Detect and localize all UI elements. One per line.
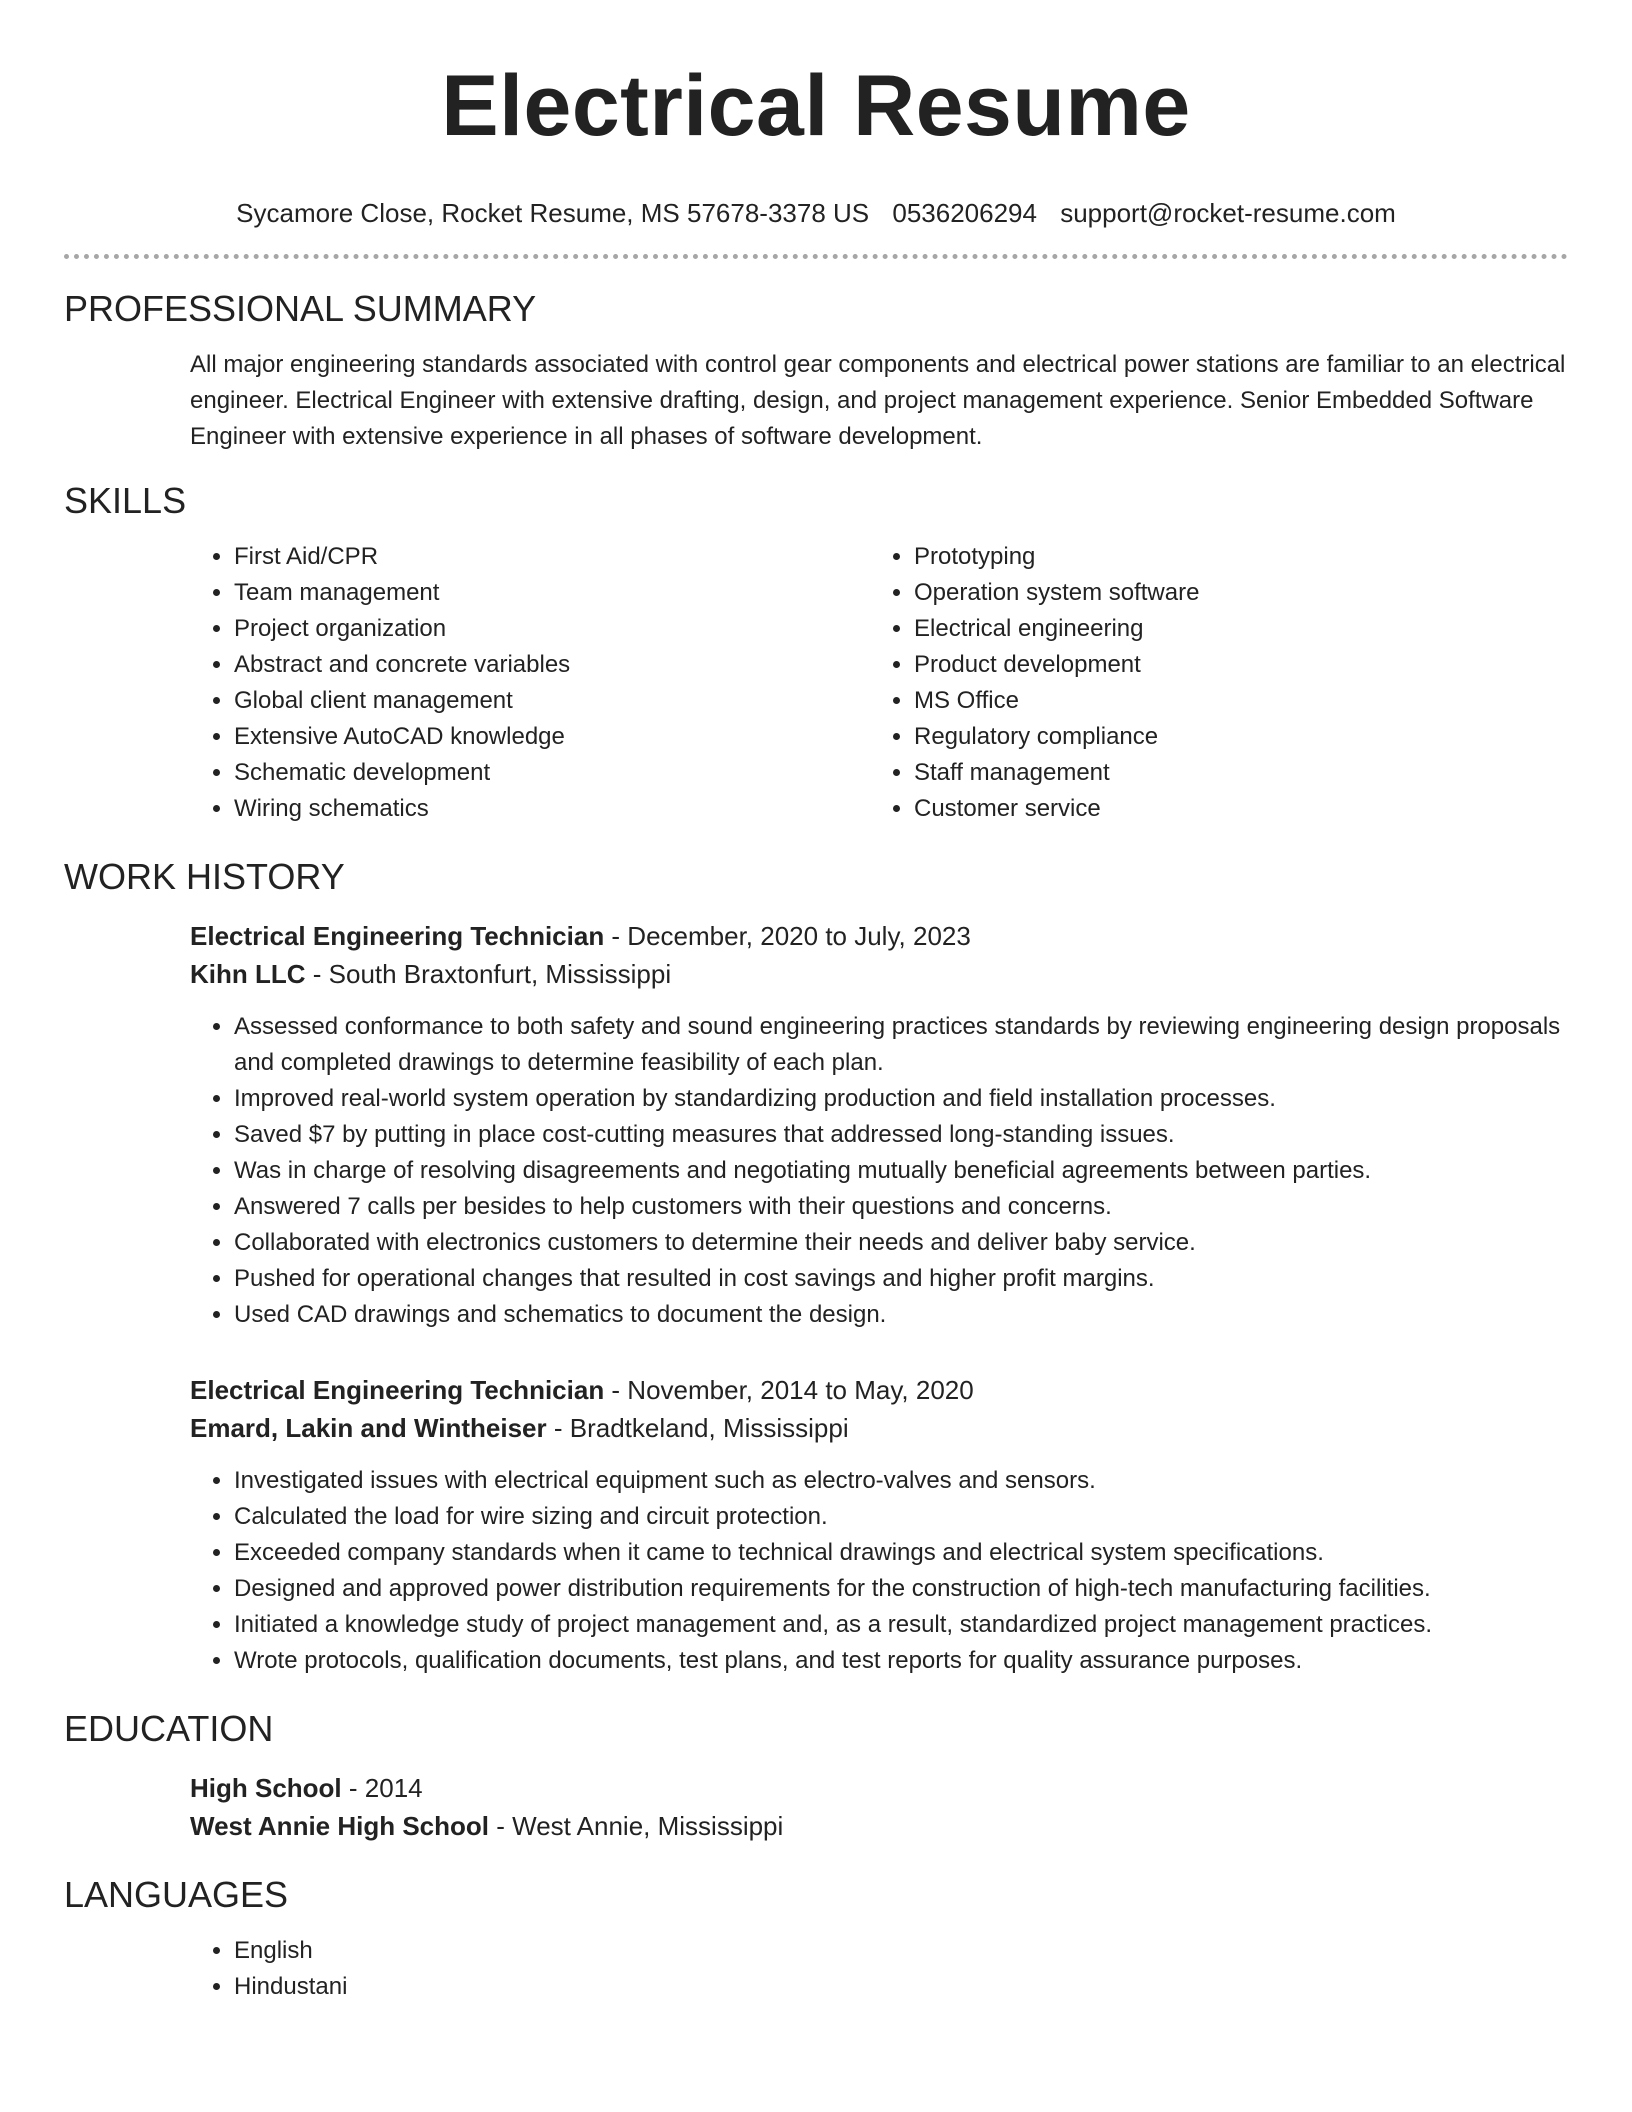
job-bullet: • Initiated a knowledge study of project management and, as a result, standardized project management practices. — [234, 1607, 1568, 1643]
skill-item: • Prototyping — [914, 539, 1550, 575]
job-entry — [64, 917, 1568, 1333]
skill-item: • Global client management — [234, 683, 870, 719]
job-bullet: • Used CAD drawings and schematics to document the design. — [234, 1297, 1568, 1333]
skills-section — [64, 481, 1568, 827]
contact-line — [64, 198, 1568, 228]
languages-section — [64, 1875, 1568, 2005]
job-dates: - November, 2014 to May, 2020 — [604, 1375, 974, 1405]
languages-list — [190, 1933, 1568, 2005]
job-bullet: • Designed and approved power distribution requirements for the construction of high-tech manufacturing facilities. — [234, 1571, 1568, 1607]
header-divider — [64, 254, 1568, 259]
summary-title: PROFESSIONAL SUMMARY — [64, 288, 537, 329]
job-title-line — [190, 917, 1568, 955]
job-company-line — [190, 1409, 1568, 1447]
resume-name: Electrical Resume — [441, 58, 1191, 154]
job-bullet: • Saved $7 by putting in place cost-cutting measures that addressed long-standing issues. — [234, 1117, 1568, 1153]
skill-item: • Operation system software — [914, 575, 1550, 611]
skill-item: • Schematic development — [234, 755, 870, 791]
skills-title: SKILLS — [64, 480, 187, 521]
job-bullet: • Was in charge of resolving disagreements and negotiating mutually beneficial agreements between parties. — [234, 1153, 1568, 1189]
skill-item: • Project organization — [234, 611, 870, 647]
education-location: - West Annie, Mississippi — [489, 1811, 784, 1841]
job-bullet: • Exceeded company standards when it came to technical drawings and electrical system specifications. — [234, 1535, 1568, 1571]
job-company: Kihn LLC — [190, 959, 306, 989]
education-entry — [64, 1769, 1568, 1845]
skill-item: • Electrical engineering — [914, 611, 1550, 647]
education-title: EDUCATION — [64, 1708, 274, 1749]
languages-title: LANGUAGES — [64, 1874, 289, 1915]
work-title: WORK HISTORY — [64, 856, 345, 897]
education-section — [64, 1709, 1568, 1845]
contact-address: Sycamore Close, Rocket Resume, MS 57678-3378 US — [236, 198, 870, 228]
contact-phone: 0536206294 — [892, 198, 1037, 228]
job-bullet: • Calculated the load for wire sizing and circuit protection. — [234, 1499, 1568, 1535]
language-item: • Hindustani — [234, 1969, 1568, 2005]
skill-item: • Regulatory compliance — [914, 719, 1550, 755]
skill-item: • Abstract and concrete variables — [234, 647, 870, 683]
job-bullet: • Answered 7 calls per besides to help customers with their questions and concerns. — [234, 1189, 1568, 1225]
job-entry — [64, 1371, 1568, 1679]
education-year: - 2014 — [341, 1773, 423, 1803]
education-school-line — [190, 1807, 1568, 1845]
language-item: • English — [234, 1933, 1568, 1969]
skills-grid — [64, 539, 1568, 827]
skill-item: • Wiring schematics — [234, 791, 870, 827]
job-company-line — [190, 955, 1568, 993]
skill-item: • Extensive AutoCAD knowledge — [234, 719, 870, 755]
job-bullet: • Pushed for operational changes that resulted in cost savings and higher profit margins. — [234, 1261, 1568, 1297]
skill-item: • Product development — [914, 647, 1550, 683]
education-school: West Annie High School — [190, 1811, 490, 1841]
summary-section — [64, 289, 1568, 455]
job-company: Emard, Lakin and Wintheiser — [190, 1413, 547, 1443]
job-dates: - December, 2020 to July, 2023 — [604, 921, 971, 951]
skill-item: • First Aid/CPR — [234, 539, 870, 575]
education-degree-line — [190, 1769, 1568, 1807]
contact-email: support@rocket-resume.com — [1060, 198, 1396, 228]
job-bullets — [190, 1463, 1568, 1679]
job-bullet: • Collaborated with electronics customers to determine their needs and deliver baby service. — [234, 1225, 1568, 1261]
skill-item: • Team management — [234, 575, 870, 611]
skill-item: • Customer service — [914, 791, 1550, 827]
education-degree: High School — [190, 1773, 342, 1803]
skills-list-left — [190, 539, 870, 827]
job-bullets — [190, 1009, 1568, 1333]
skill-item: • Staff management — [914, 755, 1550, 791]
summary-text: All major engineering standards associated with control gear components and electrical power stations are familiar to an electrical engineer. Electrical Engineer with extensive drafting, design, and project management experience. Senior Embedded Software Engineer with extensive experience in all phases of software development. — [190, 351, 1566, 450]
job-location: - Bradtkeland, Mississippi — [546, 1413, 849, 1443]
job-location: - South Braxtonfurt, Mississippi — [305, 959, 672, 989]
job-bullet: • Investigated issues with electrical equipment such as electro-valves and sensors. — [234, 1463, 1568, 1499]
languages-body — [64, 1933, 1568, 2005]
job-role: Electrical Engineering Technician — [190, 1375, 605, 1405]
skills-list-right — [870, 539, 1550, 827]
job-role: Electrical Engineering Technician — [190, 921, 605, 951]
job-bullet: • Improved real-world system operation by standardizing production and field installation processes. — [234, 1081, 1568, 1117]
skill-item: • MS Office — [914, 683, 1550, 719]
job-bullet: • Wrote protocols, qualification documents, test plans, and test reports for quality assurance purposes. — [234, 1643, 1568, 1679]
summary-body — [64, 347, 1568, 455]
work-section — [64, 857, 1568, 1679]
job-title-line — [190, 1371, 1568, 1409]
job-bullet: • Assessed conformance to both safety and sound engineering practices standards by reviewing engineering design proposals and completed drawings to determine feasibility of each plan. — [234, 1009, 1568, 1081]
